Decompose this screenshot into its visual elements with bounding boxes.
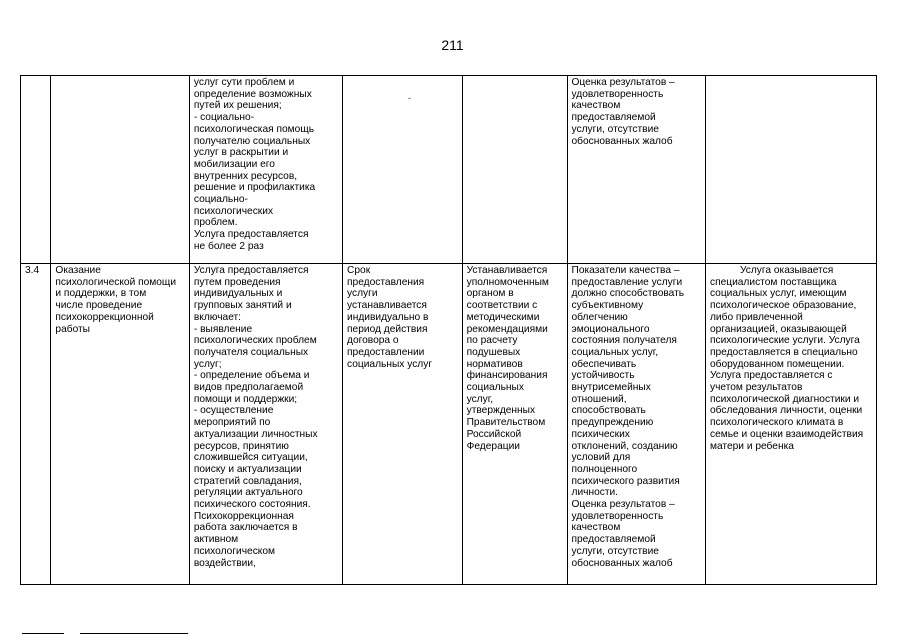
row-number: 3.4	[25, 265, 40, 276]
services-table	[20, 75, 877, 585]
service-description: Услуга предоставляется путем проведения индивидуальных и групповых занятий и включает: - выявление психологических проблем получателя социальных услуг; - определение объема и видов предполагаемой помощи и поддержки; - осуществление мероприятий по актуализации личностных ресурсов, принятию сложившейся ситуации, поиску и актуализации стратегий совладания, регуляции актуального психического состояния. Психокоррекционная работа заключается в активном психологическом воздействии,	[193, 265, 318, 569]
service-term: Срок предоставления услуги устанавливается индивидуально в период действия договора о предоставлении социальных услуг	[347, 265, 433, 370]
cell-conditions	[705, 264, 876, 585]
cell-service-name	[51, 76, 189, 264]
cell-number	[21, 264, 51, 585]
service-normative: Устанавливается уполномоченным органом в соответствии с методическими рекомендациями по расчету подушевых нормативов финансирования социальных услуг, утвержденных Правительством Российской Федерации	[466, 265, 549, 452]
cell-service-name	[51, 264, 189, 585]
cell-description	[189, 264, 342, 585]
stray-dash-mark: -	[408, 93, 411, 103]
table-row-continuation	[21, 76, 877, 264]
service-name: Оказание психологической помощи и поддержки, в том числе проведение психокоррекционной работы	[55, 265, 177, 335]
service-description: услуг сути проблем и определение возможных путей их решения; - социально- психологическая помощь получателю социальных услуг в раскрытии и мобилизации его внутренних ресурсов, решение и профилактика социально- психологических проблем. Услуга предоставляется не более 2 раз	[193, 77, 316, 252]
cell-conditions	[705, 76, 876, 264]
page-number: 211	[441, 37, 464, 53]
cell-quality	[567, 76, 705, 264]
service-quality: Показатели качества – предоставление услуги должно способствовать субъективному облегчению эмоционального состояния получателя социальных услуг, обеспечивать устойчивость внутрисемейных отношений, способствовать предупреждению психических отклонений, созданию условий для полноценного психического развития личности. Оценка результатов – удовлетворенность качеством предоставляемой услуги, отсутствие обоснованных жалоб	[571, 265, 685, 569]
cell-normative	[462, 264, 567, 585]
cell-description	[189, 76, 342, 264]
table-row-3-4	[21, 264, 877, 585]
footer-line-right	[80, 633, 188, 634]
footer-line-left	[22, 633, 64, 634]
service-conditions: Услуга оказывается специалистом поставщика социальных услуг, имеющим психологическое образование, либо привлеченной организацией, оказывающей психологические услуги. Услуга предоставляется в специально оборудованном помещении. Услуга предоставляется с учетом результатов психологической диагностики и обследования личности, оценки психологического климата в семье и оценки взаимодействия матери и ребенка	[709, 265, 864, 452]
service-quality: Оценка результатов – удовлетворенность качеством предоставляемой услуги, отсутствие обоснованных жалоб	[571, 77, 675, 147]
cell-term	[343, 264, 463, 585]
cell-term	[343, 76, 463, 264]
cell-quality	[567, 264, 705, 585]
cell-normative	[462, 76, 567, 264]
cell-number	[21, 76, 51, 264]
